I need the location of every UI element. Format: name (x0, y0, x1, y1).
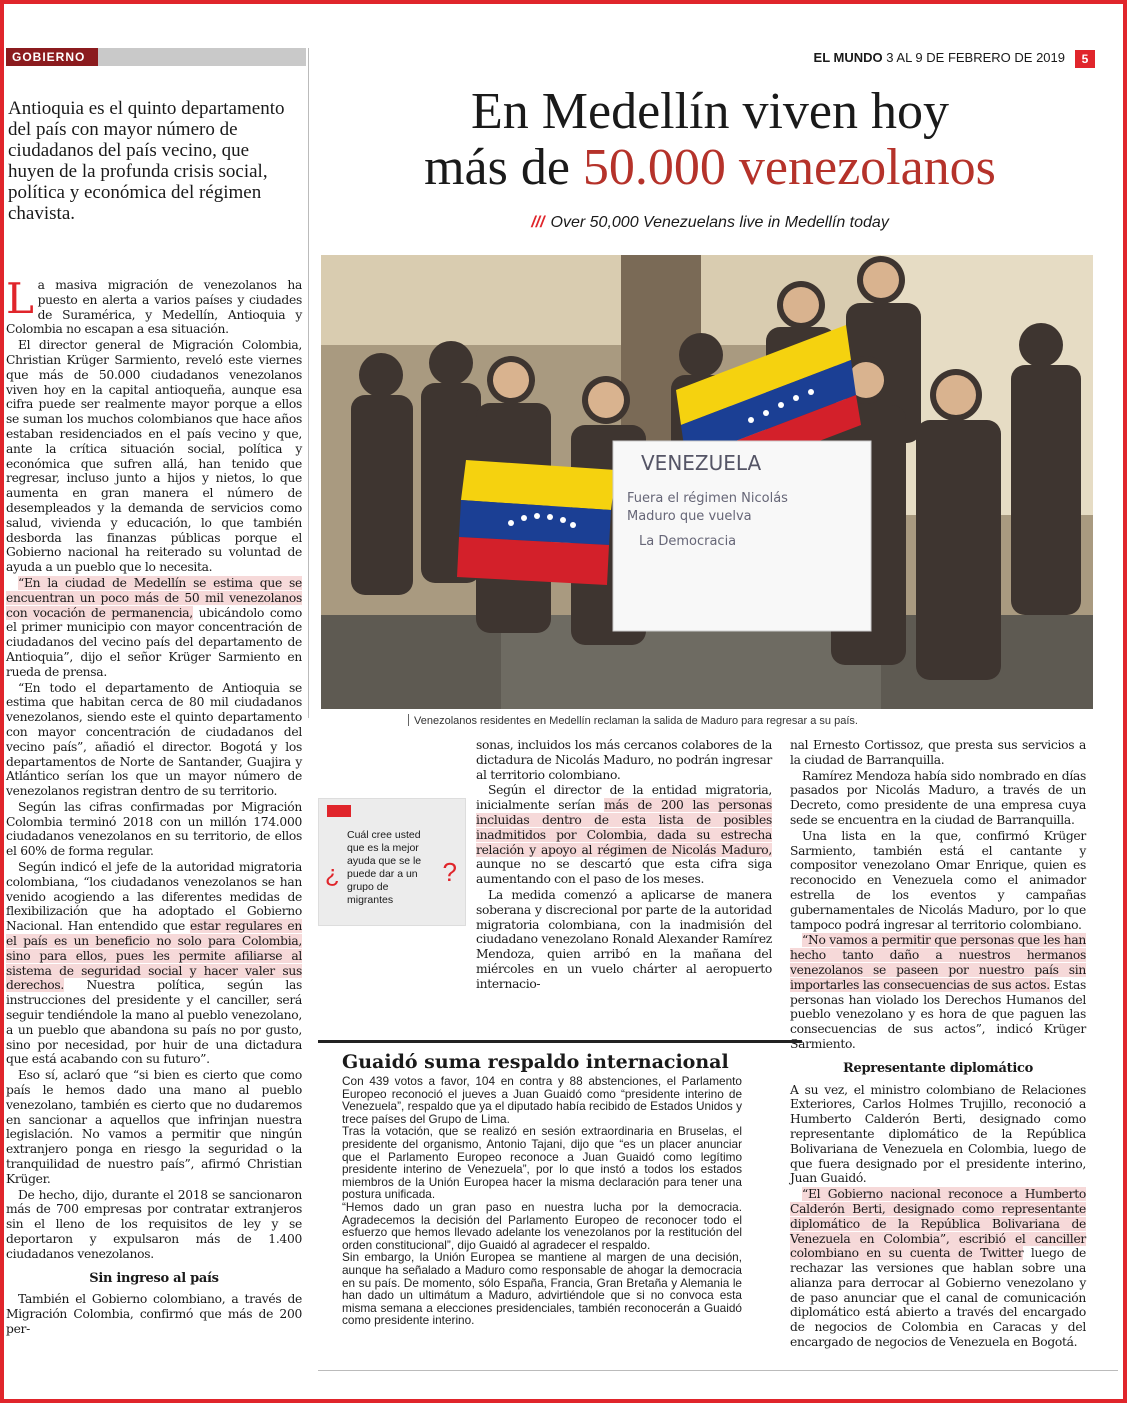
col3-p6-text: luego de rechazar las versiones que hablan sobre una alianza para derrocar al Gobierno venezolano y de paso anunciar que el canal de comunicación diplomático está abierto a través del encargado de negocios de Colombia en Caracas y del encargado de negocios de Venezuela en Bogotá. (790, 1246, 1086, 1350)
col2-p2-end: aunque no se descartó que esta cifra siga aumentando con el paso de los meses. (476, 857, 772, 887)
question-close-icon: ? (442, 857, 457, 887)
poll-box (318, 798, 466, 926)
col2-p3: La medida comenzó a aplicarse de manera soberana y discrecional por parte de la autoridad migratoria colombiana, con la inadmisión del ciudadano venezolano Ronald Alexander Ramírez Mendoza, quien arribó en la mañana del miércoles en un vuelo chárter al aeropuerto internacio- (476, 887, 772, 991)
headline-line-1: En Medellín viven hoy (470, 83, 950, 140)
sign-line-1: Fuera el régimen Nicolás (627, 491, 788, 506)
col1-p6-highlight: estar regulares en el país es un beneficio no solo para Colombia, sino para ellos, pues les permite afiliarse al sistema de seguridad social y hacer valer sus derechos. (6, 919, 302, 993)
issue-date: 3 AL 9 DE FEBRERO DE 2019 (886, 50, 1065, 65)
col3-p3: Una lista en la que, confirmó Krüger Sarmiento, también está el cantante y compositor venezolano Omar Enrique, quien es reconocido en Venezuela como el animador estrella de los eventos y campañas gubernamentales de Nicolás Maduro, por lo que tampoco podrá ingresar al territorio colombiano. (790, 828, 1086, 932)
subheading-representante: Representante diplomático (843, 1060, 1033, 1076)
headline (330, 84, 1090, 196)
col1-p9: También el Gobierno colombiano, a través de Migración Colombia, confirmó que más de 200 per- (6, 1292, 302, 1336)
col1-p1 (6, 274, 302, 337)
col3-p6 (790, 1187, 1086, 1350)
col1-p1-text: a masiva migración de venezolanos ha puesto en alerta a varios países y ciudades de Suramérica, y Medellín, Antioquia y Colombia no escapan a esa situación. (6, 278, 302, 337)
col1-p7: Eso sí, aclaró que “si bien es cierto que como país le hemos dado una mano al pueblo venezolano, también es cierto que no dudaremos en sancionar a aquellos que infrinjan nuestra legislación. No vamos a permitir que ningún extranjero ponga en riesgo la seguridad o la tranquilidad de nuestro país”, afirmó Christian Krüger. (6, 1068, 302, 1186)
col3-p6-highlight: “El Gobierno nacional reconoce a Humberto Calderón Berti, designado como representante diplomático de la República Bolivariana de Venezuela en Colombia”, escribió el canciller colombiano en su cuenta de Twitter (790, 1187, 1086, 1261)
col1-p6-end: Nuestra política, según las instrucciones del presidente y el canciller, será seguir tendiéndole la mano al pueblo venezolano, a un pueblo que abandona su país no por gusto, sino por necesidad, por huir de una dictadura que está acabando con su futuro”. (6, 978, 302, 1067)
col3-p4 (790, 933, 1086, 1051)
col3-p2: Ramírez Mendoza había sido nombrado en días pasados por Nicolás Maduro, a través de un Decreto, como presidente de una empresa cuya sede se encuentra en la ciudad de Barranquilla. (790, 768, 1086, 827)
col3-p5: A su vez, el ministro colombiano de Relaciones Exteriores, Carlos Holmes Trujillo, reconoció a Humberto Calderón Berti, designado como representante diplomático de la República Bolivariana de Venezuela en Colombia, luego de que fuera designado por el presidente interino, Juan Guaidó. (790, 1082, 1086, 1186)
sign-line-2: Maduro que vuelva (627, 509, 752, 524)
column-2 (476, 738, 772, 993)
drop-cap: L (6, 274, 34, 323)
page-number: 5 (1075, 50, 1095, 68)
sign-title: VENEZUELA (641, 451, 762, 475)
sidebar-p2: Tras la votación, que se realizó en sesión extraordinaria en Bruselas, el presidente del organismo, Antonio Tajani, dijo que “es un placer anunciar que el Parlamento Europeo reconoce a Juan Guaidó como legítimo presidente interino de Venezuela”, por lo que instó a todos los estados miembros de la Unión Europea hacer la misma declaración para tener una postura unificada. (342, 1124, 742, 1202)
headline-line-2 (330, 140, 1090, 196)
subtitle-slash: /// (531, 214, 545, 231)
col2-p1: sonas, incluidos los más cercanos colabores de la dictadura de Nicolás Maduro, no podrán ingresar al territorio colombiano. (476, 738, 772, 782)
col2-p2 (476, 783, 772, 887)
subtitle (330, 214, 1090, 232)
col1-p3-text: ubicándolo como el primer municipio con mayor concentración de ciudadanos del vecino país del departamento de Antioquia”, dijo el señor Krüger Sarmiento en rueda de prensa. (6, 605, 302, 679)
section-name: GOBIERNO (6, 48, 98, 66)
column-3 (790, 738, 1086, 1351)
article-photo (321, 255, 1093, 709)
col1-p2: El director general de Migración Colombia, Christian Krüger Sarmiento, reveló este viernes que más de 50.000 ciudadanos venezolanos viven hoy en la capital antioqueña, aunque esa cifra puede ser realmente mayor porque a ellos se suman los muchos colombianos que hace años estaban residenciados en el país vecino y que, ante la crítica situación social, política y económica que sufren allá, han tenido que regresar, incluso junto a hijos y nietos, lo que aumenta en gran manera el número de desempleados y la demanda de servicios como salud, vivienda y educación, lo que también desborda las finanzas públicas porque el Gobierno nacional ha reiterado su voluntad de ayuda a un pueblo que lo necesita. (6, 338, 302, 575)
col3-p4-highlight: “No vamos a permitir que personas que les han hecho tanto daño a nuestros hermanos venezolanos se paseen por nuestro país sin importarles las consecuencias de sus actos. (790, 933, 1086, 992)
col3-p4-text: Estas personas han violado los Derechos Humanos del pueblo venezolano y es hora de que paguen las consecuencias de sus actos”, indicó Krüger Sarmiento. (790, 977, 1087, 1051)
col1-p8: De hecho, dijo, durante el 2018 se sancionaron más de 700 empresas por contratar extranjeros sin el lleno de los requisitos de ley y se deportaron y expulsaron más de 1.400 ciudadanos venezolanos. (6, 1187, 302, 1261)
question-open-icon: ¿ (325, 861, 340, 888)
headline-highlight: 50.000 venezolanos (582, 139, 996, 196)
col2-p2-start: Según el director de la entidad migratoria, inicialmente serían (476, 783, 772, 813)
column-divider (308, 48, 309, 718)
col1-p3-highlight: “En la ciudad de Medellín se estima que se encuentran un poco más de 50 mil venezolanos con vocación de permanencia, (6, 575, 302, 620)
column-1 (6, 274, 302, 1338)
protest-photo-illustration (321, 255, 1093, 709)
guaido-sidebar (318, 1040, 802, 1370)
sidebar-p1: Con 439 votos a favor, 104 en contra y 88 abstenciones, el Parlamento Europeo reconoció el jueves a Juan Guaidó como “presidente interino de Venezuela”, respaldo que ya el diputado había recibido de Estados Unidos y trece países del Grupo de Lima. (342, 1074, 742, 1126)
col1-p3 (6, 576, 302, 680)
sidebar-title: Guaidó suma respaldo internacional (342, 1051, 729, 1073)
col1-p4: “En todo el departamento de Antioquia se estima que habitan cerca de 80 mil ciudadanos venezolanos, siendo este el quinto departamento con mayor concentración de ciudadanos del vecino país”, añadió el director. Bogotá y los departamentos de Norte de Santander, Guajira y Atlántico serían los que un mayor número de venezolanos registran dentro de su territorio. (6, 680, 302, 799)
headline-line-2-start: más de (424, 139, 583, 196)
photo-caption: Venezolanos residentes en Medellín reclaman la salida de Maduro para regresar a su país. (408, 714, 1048, 727)
col1-p5: Según las cifras confirmadas por Migración Colombia terminó 2018 con un millón 174.000 ciudadanos venezolanos en su territorio, de ellos el 60% de forma regular. (6, 799, 302, 859)
sidebar-body (342, 1075, 742, 1327)
venezuela-flag-left (457, 460, 616, 585)
lead-paragraph: Antioquia es el quinto departamento del país con mayor número de ciudadanos del país vecino, que huyen de la profunda crisis social, política y económica del régimen chavista. (8, 98, 285, 224)
sidebar-p3: “Hemos dado un gran paso en nuestra lucha por la democracia. Agradecemos la decisión del Parlamento Europeo de reconocer todo el esfuerzo que hemos llevado adelante los venezolanos por la restitución del orden constitucional”, dijo Guaidó al agradecer el respaldo. (342, 1199, 742, 1252)
subtitle-text: Over 50,000 Venezuelans live in Medellín today (550, 214, 889, 231)
col1-p6-start: Según indicó el jefe de la autoridad migratoria colombiana, “los ciudadanos venezolanos se han venido acogiendo a las diferentes medidas de flexibilización que ha adoptado el Gobierno Nacional. Han entendido que (6, 860, 302, 934)
poll-question: Cuál cree usted que es la mejor ayuda que se le puede dar a un grupo de migrantes (347, 829, 422, 906)
poll-tag-icon (327, 805, 351, 817)
col2-p2-highlight: más de 200 las personas incluidas dentro de esta lista de posibles inadmitidos por Colombia, dada su estrecha relación y apoyo al régimen de Nicolás Maduro, (476, 798, 772, 857)
sidebar-p4: Sin embargo, la Unión Europea se mantiene al margen de una decisión, aunque ha señalado a Maduro como responsable de ahogar la democracia en su país. De momento, sólo España, Francia, Gran Bretaña y Alemania le han dado un ultimátum a Maduro, advirtiéndole que si no convoca esta misma semana a elecciones presidenciales, también reconocerán a Guaidó como presidente interino. (342, 1250, 742, 1328)
sign-line-3: La Democracia (639, 534, 737, 549)
masthead (814, 50, 1065, 65)
subheading-sin-ingreso: Sin ingreso al país (89, 1270, 219, 1286)
paper-name: EL MUNDO (813, 50, 883, 65)
section-label (6, 48, 306, 66)
col3-p1: nal Ernesto Cortissoz, que presta sus servicios a la ciudad de Barranquilla. (790, 738, 1086, 767)
footer-rule (318, 1370, 1118, 1371)
col1-p6 (6, 860, 302, 1067)
